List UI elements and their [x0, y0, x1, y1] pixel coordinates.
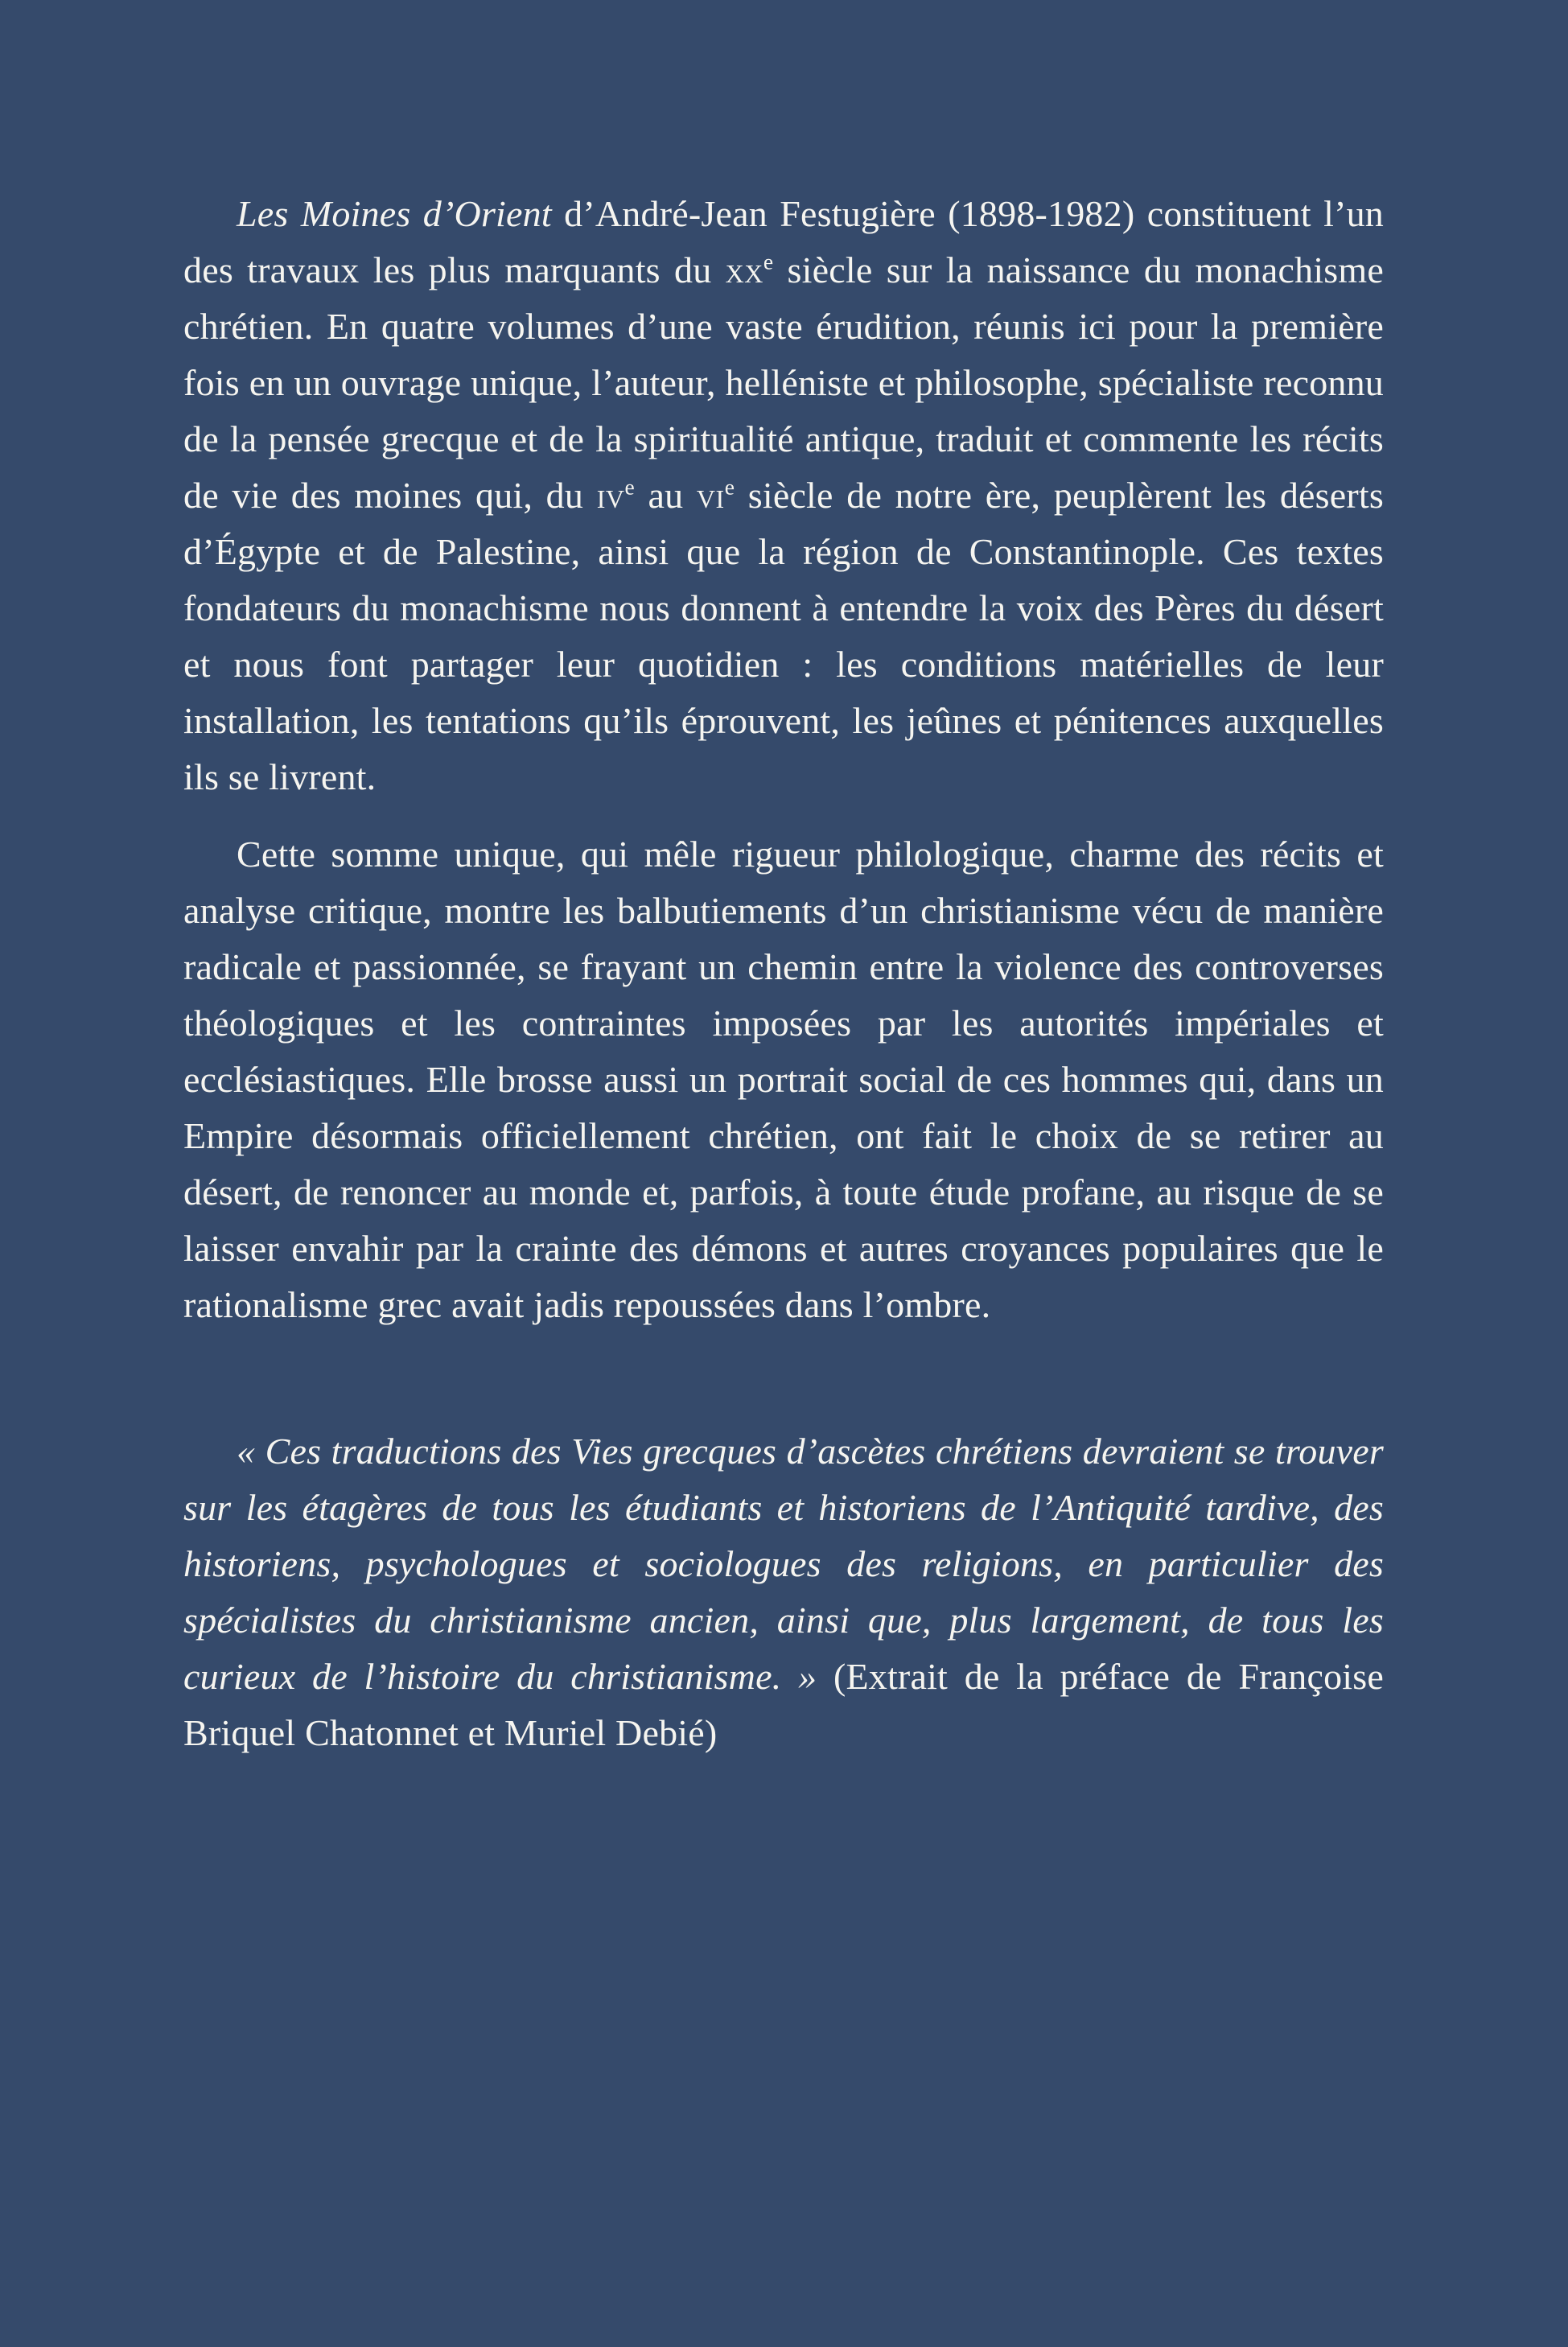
text-segment: xx — [725, 249, 763, 290]
second-paragraph — [183, 826, 1384, 1333]
text-segment: vi — [696, 475, 725, 516]
text-segment: e — [624, 474, 635, 500]
text-segment: iv — [596, 475, 625, 516]
text-segment: siècle de notre ère, peuplèrent les déserts d’Égypte et de Palestine, ainsi que la région de Constantinople. Ces textes fondateurs du monachisme nous donnent à entendre la voix des Pères du désert et nous font partager leur quotidien : les conditions matérielles de leur installation, les tentations qu’ils éprouvent, les jeûnes et pénitences auxquelles ils se livrent. — [183, 475, 1384, 797]
text-segment: siècle sur la naissance du monachisme chrétien. En quatre volumes d’une vaste érudition, réunis ici pour la première fois en un ouvrage unique, l’auteur, helléniste et philosophe, spécialiste reconnu de la pensée grecque et de la spiritualité antique, traduit et commente les récits de vie des moines qui, du — [183, 249, 1384, 516]
text-segment: Cette somme unique, qui mêle rigueur philologique, charme des récits et analyse critique, montre les balbutiements d’un christianisme vécu de manière radicale et passionnée, se frayant un chemin entre la violence des controverses théologiques et les contraintes imposées par les autorités impériales et ecclésiastiques. Elle brosse aussi un portrait social de ces hommes qui, dans un Empire désormais officiellement chrétien, ont fait le choix de se retirer au désert, de renoncer au monde et, parfois, à toute étude profane, au risque de se laisser envahir par la crainte des démons et autres croyances populaires que le rationalisme grec avait jadis repoussées dans l’ombre. — [183, 834, 1384, 1325]
text-segment: e — [724, 474, 735, 500]
text-segment: « Ces traductions des Vies grecques d’ascètes chrétiens devraient se trouver sur les étagères de tous les étudiants et historiens de l’Antiquité tardive, des historiens, psychologues et sociologues des religions, en particulier des spécialistes du christianisme ancien, ainsi que, plus largement, de tous les curieux de l’histoire du christianisme. » — [183, 1431, 1384, 1697]
back-cover-text — [183, 186, 1384, 1761]
intro-paragraph — [183, 186, 1384, 805]
text-segment: au — [634, 475, 697, 516]
text-segment: (Extrait de la préface de Françoise Briquel Chatonnet et Muriel Debié) — [183, 1656, 1384, 1753]
text-segment: d’André-Jean Festugière (1898-1982) constituent l’un des travaux les plus marquants du — [183, 193, 1384, 290]
quote-paragraph — [183, 1423, 1384, 1761]
text-segment: e — [763, 249, 774, 274]
text-segment: Les Moines d’Orient — [237, 193, 552, 234]
